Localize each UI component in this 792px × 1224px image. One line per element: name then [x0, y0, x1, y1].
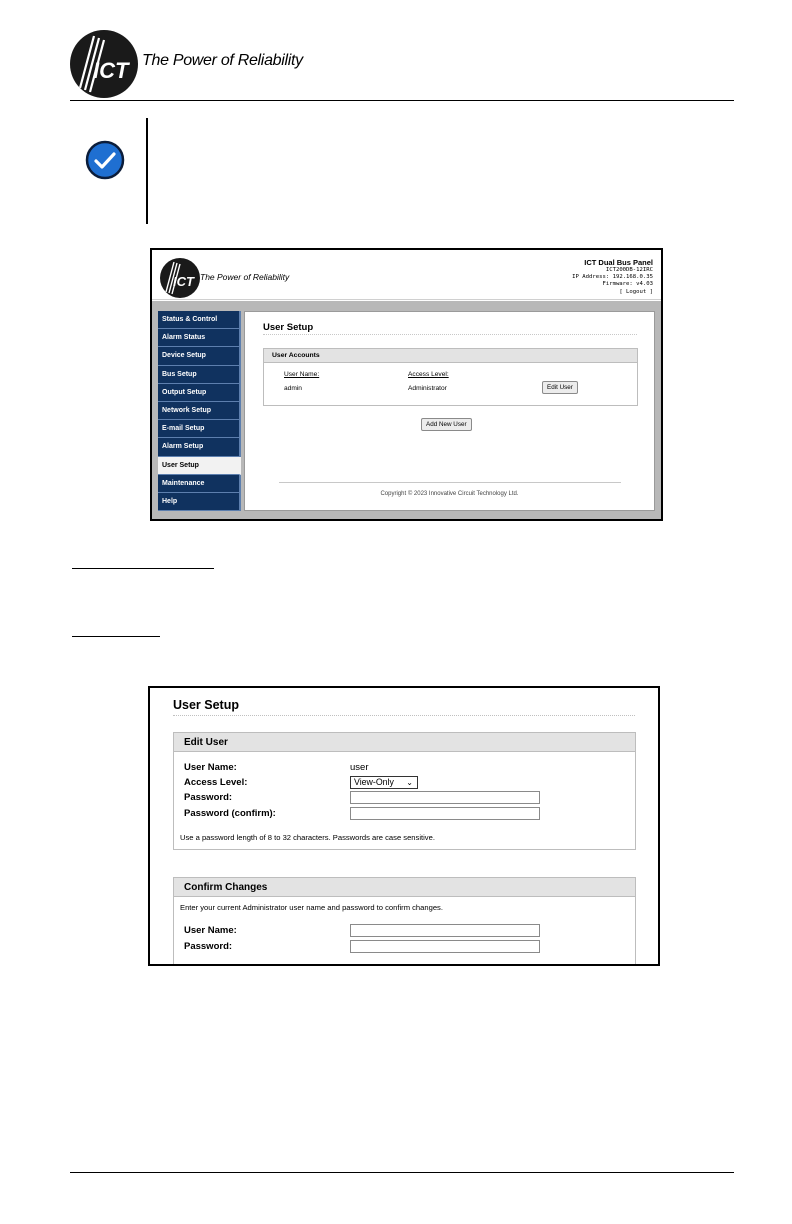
user-name-label: User Name: — [184, 762, 237, 773]
chevron-down-icon: ⌄ — [406, 778, 413, 787]
content-panel — [244, 311, 655, 511]
product-name: ICT Dual Bus Panel — [584, 258, 653, 267]
confirm-changes-section — [173, 877, 636, 966]
footer-divider — [70, 1172, 734, 1173]
edit-user-button[interactable]: Edit User — [542, 381, 578, 394]
page-title: User Setup — [263, 322, 314, 333]
access-level-label: Access Level: — [184, 777, 248, 788]
edit-user-screenshot — [148, 686, 660, 966]
svg-text:ICT: ICT — [173, 274, 194, 289]
web-ui-header — [152, 250, 661, 300]
user-name-value: user — [350, 762, 369, 773]
sidebar-item-status-control[interactable]: Status & Control — [158, 311, 241, 329]
sidebar-item-alarm-status[interactable]: Alarm Status — [158, 329, 241, 347]
ip-address: IP Address: 192.168.0.35 — [572, 274, 653, 281]
device-info — [572, 258, 653, 296]
password-hint: Use a password length of 8 to 32 characters. Passwords are case sensitive. — [180, 833, 435, 842]
sidebar-item-bus-setup[interactable]: Bus Setup — [158, 366, 241, 384]
password-label: Password: — [184, 792, 233, 803]
column-header-user-name: User Name: — [284, 371, 320, 378]
logo-letters: ICT — [93, 58, 129, 83]
note-divider — [146, 118, 148, 224]
page-title: User Setup — [173, 698, 239, 712]
user-accounts-section — [263, 348, 638, 406]
access-level-select[interactable] — [350, 776, 418, 789]
column-header-access-level: Access Level: — [408, 371, 449, 378]
section-header: User Accounts — [264, 349, 637, 363]
table-cell-access-level: Administrator — [408, 385, 447, 392]
section-heading-underline — [72, 636, 160, 637]
sidebar-nav — [158, 311, 241, 511]
section-heading-underline — [72, 568, 214, 569]
password-confirm-input[interactable] — [350, 807, 540, 820]
footer-divider — [279, 482, 621, 483]
sidebar-item-maintenance[interactable]: Maintenance — [158, 475, 241, 493]
header-divider — [70, 100, 734, 101]
page-tagline: The Power of Reliability — [142, 52, 303, 69]
confirm-user-name-label: User Name: — [184, 925, 237, 936]
title-divider — [263, 334, 637, 335]
logout-link[interactable]: [ Logout ] — [619, 288, 653, 295]
add-new-user-button[interactable]: Add New User — [421, 418, 472, 431]
password-input[interactable] — [350, 791, 540, 804]
sidebar-item-device-setup[interactable]: Device Setup — [158, 347, 241, 365]
access-level-value: View-Only — [354, 777, 394, 787]
confirm-password-label: Password: — [184, 941, 233, 952]
edit-user-section — [173, 732, 636, 850]
sidebar-item-alarm-setup[interactable]: Alarm Setup — [158, 438, 241, 456]
model-number: ICT200DB-12IRC — [605, 267, 653, 273]
sidebar-item-output-setup[interactable]: Output Setup — [158, 384, 241, 402]
sidebar-item-user-setup[interactable]: User Setup — [158, 457, 241, 475]
ict-logo-icon — [70, 30, 138, 98]
confirm-hint: Enter your current Administrator user name and password to confirm changes. — [180, 903, 443, 912]
sidebar-item-network-setup[interactable]: Network Setup — [158, 402, 241, 420]
firmware-version: Firmware: v4.03 — [602, 281, 653, 288]
section-header: Edit User — [174, 733, 635, 752]
table-cell-user-name: admin — [284, 385, 302, 392]
checkmark-icon — [85, 140, 125, 180]
section-header: Confirm Changes — [174, 878, 635, 897]
password-confirm-label: Password (confirm): — [184, 808, 276, 819]
web-ui-tagline: The Power of Reliability — [200, 272, 290, 282]
confirm-password-input[interactable] — [350, 940, 540, 953]
title-divider — [173, 715, 635, 716]
ict-logo-icon — [160, 258, 200, 298]
confirm-user-name-input[interactable] — [350, 924, 540, 937]
sidebar-item-help[interactable]: Help — [158, 493, 241, 511]
sidebar-item-e-mail-setup[interactable]: E-mail Setup — [158, 420, 241, 438]
page-logo — [70, 30, 310, 100]
user-accounts-screenshot — [150, 248, 663, 521]
copyright-text: Copyright © 2023 Innovative Circuit Technology Ltd. — [380, 491, 519, 497]
web-ui-body — [152, 301, 661, 519]
